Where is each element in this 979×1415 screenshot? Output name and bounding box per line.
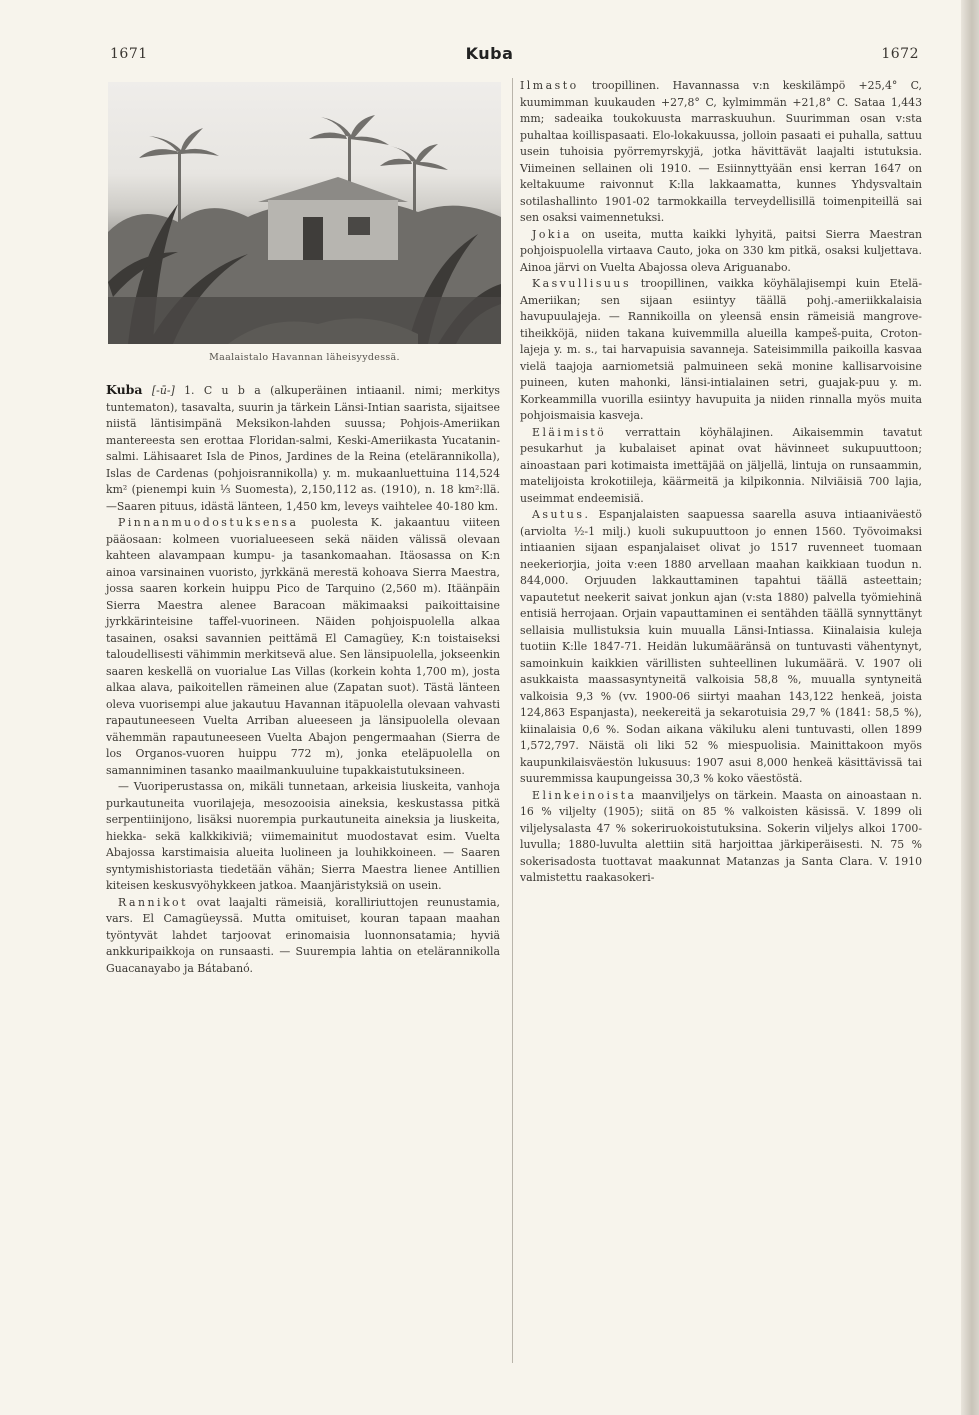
section-head: Rannikot xyxy=(118,895,188,909)
section-economy: Elinkeinoista maanviljelys on tärkein. Maasta on ainoastaan n. 16 % viljelty (1905); siitä on 85 % valkoisten käsissä. V. 1899 oli viljelysalasta 47 % sokeriruokoistutuksina. Sokerin viljelys alkoi 1700-luvulla; 1880-luvulta alettiin sitä harjoittaa järkiperäisesti. N. 75 % sokerisadosta tuottavat maakunnat Matanzas ja Santa Clara. V. 1910 valmistettu raakasokeri- xyxy=(520,788,922,884)
section-population: Asutus. Espanjalaisten saapuessa saarella asuva intiaaniväestö (arviolta ½-1 milj.) kuoli sukupuuttoon jo ennen 1560. Työvoimaksi intiaanien sijaan espanjalaiset olivat jo 1517 ruvenneet tuomaan neekeriorjia, joita v:een 1880 arvellaan maahan kaikkiaan tuodun n. 844,000. Orjuuden lakkauttaminen tapahtui täällä asteettain; vapautetut neekerit saivat jonkun ajan (v:sta 1880) palvella työmiehinä entisiä herrojaan. Orjain vapauttaminen ei sentähden täällä synnyttänyt sellaisia mullistuksia kuin muualla Länsi-Intiassa. Kiinalaisia kuleja tuotiin K:lle 1847-71. Heidän lukumääränsä on tuntuvasti vähentynyt, samoinkuin kaikkien värillisten suhteellinen lukumäärä. V. 1907 oli asukkaista maassasyntyneitä valkoisia 58,8 %, muualla syntyneitä valkoisia 9,3 % (vv. 1900-06 siirtyi maahan 143,122 henkeä, joista 124,863 Espanjasta), neekereitä ja sekarotuisia 29,7 % (1841: 58,5 %), kiinalaisia 0,6 %. Sodan aikana väkiluku aleni tuntuvasti, ollen 1899 1,572,797. Näistä oli liki 52 % miespuolisia. Mainittakoon myös kaupunkilaisväestön lukusuus: 1907 asui 8,000 henkeä käsittävissä tai suuremmissa kaupungeissa 30,3 % koko väestöstä. xyxy=(520,508,922,785)
section-climate: Ilmasto troopillinen. Havannassa v:n keskilämpö +25,4° C, kuumimman kuukauden +27,8° C, kylmimmän +21,8° C. Sataa 1,443 mm; sadeaika toukokuusta marraskuuhun. Suurimman osan v:sta puhaltaa koillispasaati. Elo-lokakuussa, jolloin pasaati ei puhalla, sattuu usein tuhoisia pyörremyrskyjä, jotka hävittävät laajalti istutuksia. Viimeinen sellainen oli 1910. — Esiinnyttyään ensi kerran 1647 on keltakuume raivonnut K:lla lakkaamatta, kunnes Yhdysvaltain sotilashallinto 1901-02 tarmokkailla terveydellisillä toimenpiteillä sai sen osaksi vaimennetuksi. xyxy=(520,79,922,224)
section-head: Asutus. xyxy=(532,508,591,521)
photo-farmhouse xyxy=(108,82,501,344)
pronunciation: [-ū-] xyxy=(151,384,175,397)
section-fauna: Eläimistö verrattain köyhälajinen. Aikaisemmin tavatut pesukarhut ja kubalaiset apinat ovat hävinneet sukupuuttoon; ainoastaan pari kotimaista imettäjää on jäljellä, lintuja on runsaammin, matelijoista krokotiileja, käärmeitä ja kilpikonnia. Nilviäisiä 700 lajia, useimmat endeemisiä. xyxy=(520,425,922,505)
right-column xyxy=(520,78,922,887)
photo-caption: Maalaistalo Havannan läheisyydessä. xyxy=(209,352,400,363)
headword: Kuba xyxy=(106,382,143,397)
section-head: Kasvullisuus xyxy=(532,277,632,290)
section-head: Ilmasto xyxy=(520,79,579,92)
running-title: Kuba xyxy=(465,44,514,63)
article-intro xyxy=(106,382,500,515)
section-terrain: Pinnanmuodostuksensa puolesta K. jakaantuu viiteen pääosaan: kolmeen vuorialueeseen sekä näiden välissä olevaan kahteen alavampaan kumpu- ja tasankomaahan. Itäosassa on K:n ainoa varsinainen vuoristo, jyrkkänä merestä kohoava Sierra Maestra, jossa saaren korkein huippu Pico de Tarquino (2,560 m). Itäänpäin Sierra Maestra alenee Baracoan mäkimaaksi paikoittaisine jyrkkärinteisine taffel-vuorineen. Näiden pohjoispuolella alkaa tasainen, osaksi savannien peittämä El Camagüey, K:n toistaiseksi taloudellisesti vähimmin merkitsevä alue. Sen länsipuolella, jokseenkin saaren keskellä on vuorialue Las Villas (korkein kohta 1,700 m), josta alkaa alava, paikoitellen rämeinen alue (Zapatan suot). Tästä länteen oleva vuorisempi alue jakautuu Havannan itäpuolella olevaan vahvasti rapautuneeseen Vuelta Arriban alueeseen ja länsipuolella olevaan vähemmän rapautuneeseen Vuelta Abajon pengermaahan (Sierra de los Organos-vuoren huippu 772 m), jonka eteläpuolella on samanniminen tasanko maailmankuuluine tupakkaistutuksineen. xyxy=(106,516,500,777)
intro-text: 1. C u b a (alkuperäinen intiaanil. nimi; merkitys tuntematon), tasavalta, suurin ja tärkein Länsi-Intian saarista, sijaitsee niistä läntisimpänä Meksikon-lahden suussa; Pohjois-Ameriikan mantereesta sen erottaa Floridan-salmi, Keski-Ameriikasta Yucatanin-salmi. Lähisaaret Isla de Pinos, Jardines de la Reina (etelärannikolla), Islas de Cardenas (pohjoisrannikolla) y. m. mukaanluettuina 114,524 km² (pienempi kuin ⅓ Suomesta), 2,150,112 as. (1910), n. 18 km²:llä. —Saaren pituus, idästä länteen, 1,450 km, leveys vaihtelee 40-180 km. xyxy=(106,384,500,513)
page-number-left: 1671 xyxy=(110,46,148,62)
section-coasts: Rannikot ovat laajalti rämeisiä, koralliriuttojen reunustamia, vars. El Camagüeyssä. Mutta omituiset, kouran tapaan maahan työntyvät lahdet tarjoovat erinomaisia luonnonsatamia; hyviä ankkuripaikkoja on runsaasti. — Suurempia lahtia on etelärannikolla Guacanayabo ja Bátabanó. xyxy=(106,895,500,975)
section-head: Jokia xyxy=(532,227,572,241)
section-rivers: Jokia on useita, mutta kaikki lyhyitä, paitsi Sierra Maestran pohjoispuolella virtaava Cauto, joka on 330 km pitkä, osaksi kuljettava. Ainoa järvi on Vuelta Abajossa oleva Ariguanabo. xyxy=(520,227,922,274)
section-vegetation: Kasvullisuus troopillinen, vaikka köyhälajisempi kuin Etelä-Ameriikan; sen sijaan esiintyy täällä pohj.-ameriikkalaisia havupuulajeja. — Rannikoilla on yleensä ensin rämeisiä mangrove-tiheikköjä, niiden takana kuivemmilla alueilla kampeš-puita, Croton-lajeja y. m. s., tai harvapuisia savanneja. Sateisimmilla paikoilla kasvaa vielä taajoja aarniometsiä palmuineen sekä monine kallisarvoisine puineen, kuten mahonki, länsi-intialainen setri, guajak-puu y. m. Korkeammilla vuorilla esiintyy havupuita ja niiden rinnalla myös muita pohjoismaisia kasveja. xyxy=(520,277,922,422)
page-number-right: 1672 xyxy=(881,46,919,62)
left-column xyxy=(106,382,500,977)
page-edge xyxy=(961,0,979,1415)
section-head: Eläimistö xyxy=(532,425,607,439)
section-head: Pinnanmuodostuksensa xyxy=(118,516,299,529)
section-geology: — Vuoriperustassa on, mikäli tunnetaan, arkeisia liuskeita, vanhoja purkautuneita vuorilajeja, mesozooisia aineksia, keskustassa pitkä serpentiinijono, lisäksi nuorempia purkautuneita aineksia ja liuskeita, hiekka- sekä kalkkikiviä; viimemainitut muodostavat esim. Vuelta Abajossa karstimaisia alueita luolineen ja louhikkoineen. — Saaren syntymishistoriasta tiedetään vähän; Sierra Maestra lienee Antillien kiteisen keskusvyöhykkeen jatkoa. Maanjäristyksiä on usein. xyxy=(106,780,500,892)
column-divider xyxy=(512,78,513,1363)
section-head: Elinkeinoista xyxy=(532,788,637,802)
photo-drawing xyxy=(108,82,501,344)
